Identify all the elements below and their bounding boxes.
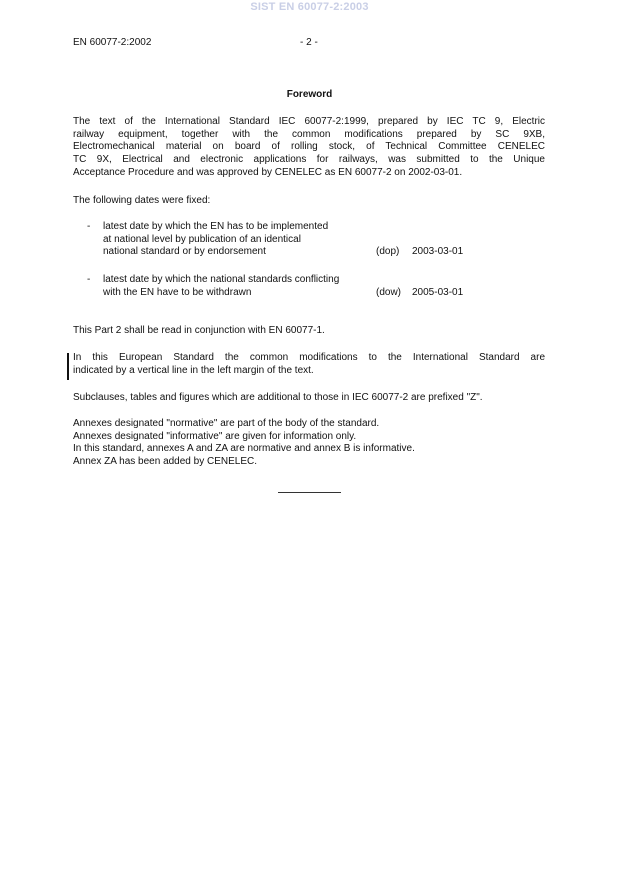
intro-line: The text of the International Standard IEC 60077-2:1999, prepared by IEC TC 9, Electric: [73, 116, 545, 127]
bullet-dash: -: [87, 274, 91, 285]
date-abbreviation: (dow): [376, 286, 402, 298]
date-item-line: latest date by which the national standards conflicting: [103, 274, 340, 285]
part2-note: This Part 2 shall be read in conjunction with EN 60077-1.: [73, 325, 325, 336]
annex-line: Annex ZA has been added by CENELEC.: [73, 456, 258, 468]
change-marker-line: [67, 353, 69, 380]
date-item-line: with the EN have to be withdrawn: [103, 286, 252, 298]
dates-intro: The following dates were fixed:: [73, 195, 211, 206]
intro-line: TC 9X, Electrical and electronic applications for railways, was submitted to the Unique: [73, 154, 545, 166]
modifications-line: indicated by a vertical line in the left margin of the text.: [73, 364, 314, 376]
end-divider: [278, 492, 341, 493]
page-title: Foreword: [286, 89, 333, 100]
intro-line: Electromechanical material on board of rolling stock, of Technical Committee CENELEC: [73, 141, 545, 153]
header-doc-id: EN 60077-2:2002: [73, 37, 152, 48]
date-abbreviation: (dop): [376, 246, 400, 258]
watermark: SIST EN 60077-2:2003: [250, 1, 369, 13]
date-item-dow: [73, 274, 553, 302]
modifications-line: In this European Standard the common modifications to the International Standard are: [73, 352, 545, 363]
date-item-line: at national level by publication of an identical: [103, 233, 301, 245]
annex-line: Annexes designated "normative" are part of the body of the standard.: [73, 418, 380, 429]
date-item-dop: [73, 221, 553, 261]
annex-line: In this standard, annexes A and ZA are normative and annex B is informative.: [73, 443, 415, 455]
date-value: 2003-03-01: [412, 246, 464, 258]
bullet-dash: -: [87, 221, 91, 232]
annex-line: Annexes designated "informative" are given for information only.: [73, 430, 357, 442]
intro-line: Acceptance Procedure and was approved by CENELEC as EN 60077-2 on 2002-03-01.: [73, 166, 463, 178]
subclauses-note: Subclauses, tables and figures which are additional to those in IEC 60077-2 are prefixed "Z".: [73, 392, 483, 403]
intro-line: railway equipment, together with the common modifications prepared by SC 9XB,: [73, 128, 545, 140]
date-item-text: [103, 274, 373, 299]
date-item-text: [103, 221, 373, 259]
date-value: 2005-03-01: [412, 286, 464, 298]
modifications-paragraph: [73, 352, 545, 377]
date-item-line: latest date by which the EN has to be implemented: [103, 221, 329, 232]
date-item-line: national standard or by endorsement: [103, 246, 266, 258]
foreword-intro-paragraph: [73, 116, 545, 180]
header-page-number: - 2 -: [300, 37, 318, 48]
annexes-paragraph: [73, 418, 545, 469]
